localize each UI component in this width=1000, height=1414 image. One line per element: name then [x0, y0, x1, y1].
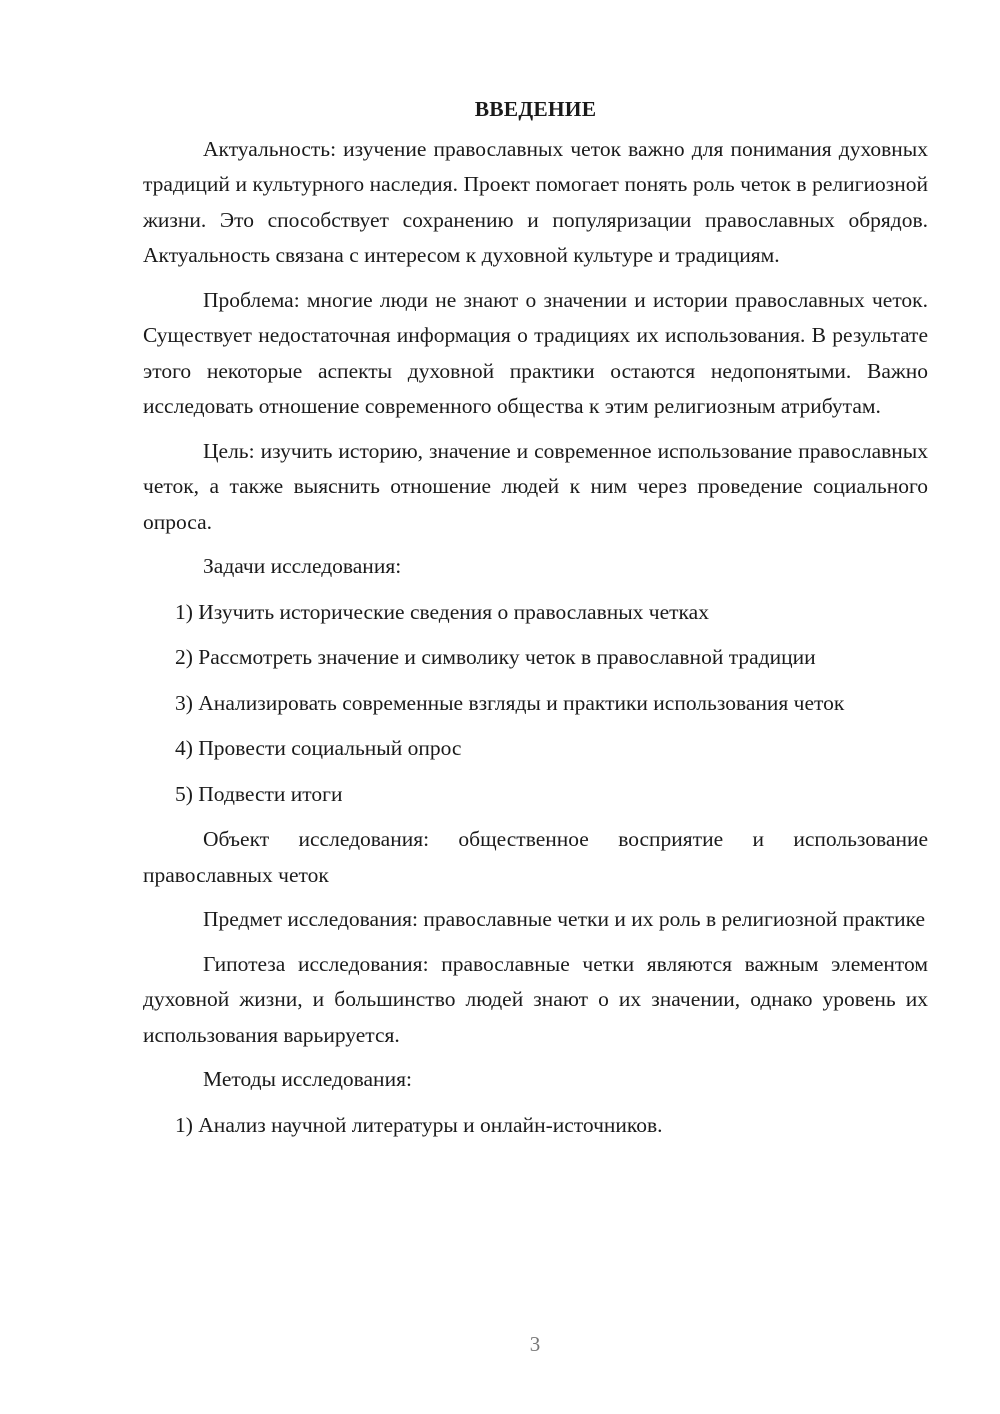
- task-item-2: 2) Рассмотреть значение и символику четок в православной традиции: [175, 645, 816, 669]
- task-item-4: 4) Провести социальный опрос: [175, 736, 462, 760]
- tasks-heading: Задачи исследования:: [203, 554, 402, 578]
- methods-heading: Методы исследования:: [203, 1067, 412, 1091]
- document-page: [143, 92, 928, 1153]
- problem-paragraph: Проблема: многие люди не знают о значении и истории православных четок. Существует недостаточная информация о традициях их использования. В результате этого некоторые аспекты духовной практики остаются недопонятыми. Важно исследовать отношение современного общества к этим религиозным атрибутам.: [143, 287, 928, 418]
- task-item-1: 1) Изучить исторические сведения о православных четках: [175, 599, 709, 624]
- task-item-3: 3) Анализировать современные взгляды и практики использования четок: [175, 690, 845, 715]
- object-paragraph: Объект исследования: общественное восприятие и использование православных четок: [143, 827, 928, 887]
- page-number: 3: [529, 1332, 541, 1356]
- goal-paragraph: Цель: изучить историю, значение и современное использование православных четок, а также выяснить отношение людей к ним через проведение социального опроса.: [143, 438, 928, 534]
- hypothesis-paragraph: Гипотеза исследования: православные четки являются важным элементом духовной жизни, и большинство людей знают о их значении, однако уровень их использования варьируется.: [143, 951, 928, 1047]
- section-title: ВВЕДЕНИЕ: [474, 97, 597, 121]
- relevance-paragraph: Актуальность: изучение православных четок важно для понимания духовных традиций и культурного наследия. Проект помогает понять роль четок в религиозной жизни. Это способствует сохранению и популяризации православных обрядов. Актуальность связана с интересом к духовной культуре и традициям.: [143, 136, 928, 267]
- method-item-1: 1) Анализ научной литературы и онлайн-источников.: [175, 1112, 663, 1137]
- task-item-5: 5) Подвести итоги: [175, 781, 343, 806]
- subject-paragraph: Предмет исследования: православные четки и их роль в религиозной практике: [203, 907, 926, 931]
